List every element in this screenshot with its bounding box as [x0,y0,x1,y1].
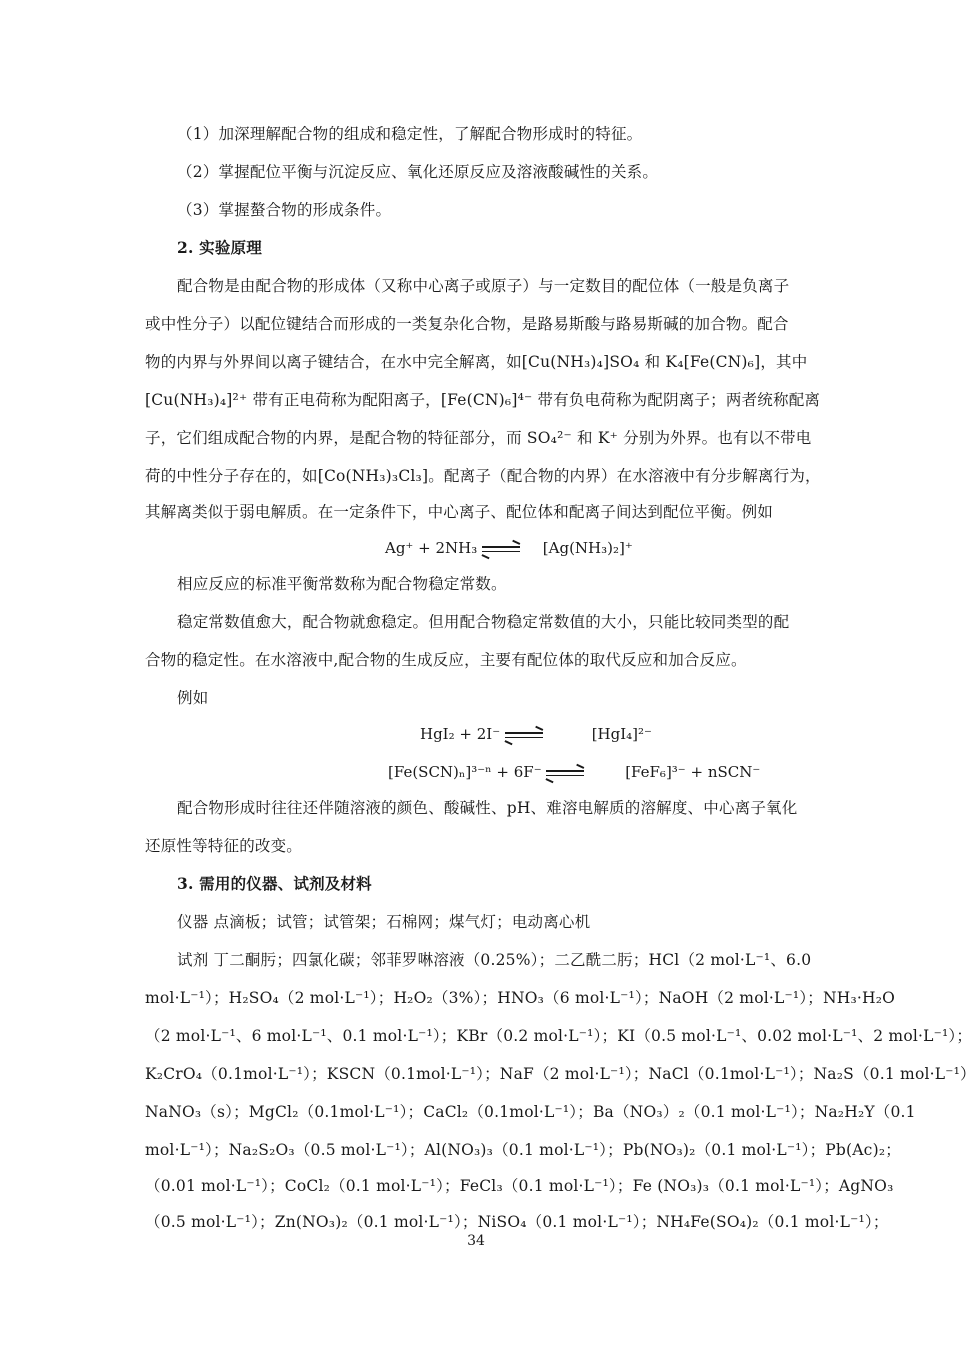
paragraph-line: 配合物是由配合物的形成体（又称中心离子或原子）与一定数目的配位体（一般是负离子 [177,277,790,295]
equation-left: Ag⁺ + 2NH₃ [385,539,478,557]
paragraph-line: 合物的稳定性。在水溶液中,配合物的生成反应，主要有配位体的取代反应和加合反应。 [145,651,747,669]
equilibrium-arrow-icon [546,770,584,776]
page-number: 34 [467,1233,485,1249]
paragraph-line: 稳定常数值愈大，配合物就愈稳定。但用配合物稳定常数值的大小，只能比较同类型的配 [177,613,790,631]
paragraph-line: 还原性等特征的改变。 [145,837,303,855]
equation-left: HgI₂ + 2I⁻ [420,725,501,743]
reagents-line: 试剂 丁二酮肟；四氯化碳；邻菲罗啉溶液（0.25%）；二乙酰二肟；HCl（2 mol·L⁻¹、6.0 [177,951,812,969]
paragraph-line: 其解离类似于弱电解质。在一定条件下，中心离子、配位体和配离子间达到配位平衡。例如 [145,503,774,521]
objective-1: （1）加深理解配合物的组成和稳定性，了解配合物形成时的特征。 [177,125,643,143]
equation-iron-thiocyanate [388,762,760,782]
objective-3: （3）掌握螯合物的形成条件。 [177,201,392,219]
paragraph-line: 子，它们组成配合物的内界，是配合物的特征部分，而 SO₄²⁻ 和 K⁺ 分别为外界。也有以不带电 [145,429,812,447]
reagents-line: （0.01 mol·L⁻¹）；CoCl₂（0.1 mol·L⁻¹）；FeCl₃（0.1 mol·L⁻¹）；Fe (NO₃)₃（0.1 mol·L⁻¹）；AgNO₃ [145,1177,894,1195]
reagents-line: NaNO₃（s）；MgCl₂（0.1mol·L⁻¹）；CaCl₂（0.1mol·L⁻¹）；Ba（NO₃）₂（0.1 mol·L⁻¹）；Na₂H₂Y（0.1 [145,1103,916,1121]
paragraph-line: [Cu(NH₃)₄]²⁺ 带有正电荷称为配阳离子，[Fe(CN)₆]⁴⁻ 带有负电荷称为配阴离子；两者统称配离 [145,391,821,409]
equation-left: [Fe(SCN)ₙ]³⁻ⁿ + 6F⁻ [388,763,542,781]
paragraph-line: 相应反应的标准平衡常数称为配合物稳定常数。 [177,575,507,593]
paragraph-line: 配合物形成时往往还伴随溶液的颜色、酸碱性、pH、难溶电解质的溶解度、中心离子氧化 [177,799,798,817]
paragraph-line: 或中性分子）以配位键结合而形成的一类复杂化合物，是路易斯酸与路易斯碱的加合物。配合 [145,315,789,333]
instruments-line: 仪器 点滴板；试管；试管架；石棉网；煤气灯；电动离心机 [177,913,591,931]
section-heading-principle: 2. 实验原理 [177,238,262,257]
paragraph-line: 荷的中性分子存在的，如[Co(NH₃)₃Cl₃]。配离子（配合物的内界）在水溶液中有分步解离行为， [145,467,821,485]
equation-right: [Ag(NH₃)₂]⁺ [542,539,633,557]
section-heading-materials: 3. 需用的仪器、试剂及材料 [177,874,372,893]
equation-silver-ammine [385,538,633,558]
reagents-line: mol·L⁻¹）；Na₂S₂O₃（0.5 mol·L⁻¹）；Al(NO₃)₃（0.1 mol·L⁻¹）；Pb(NO₃)₂（0.1 mol·L⁻¹）；Pb(Ac)₂； [145,1141,901,1159]
paragraph-line: 例如 [177,689,209,707]
equation-right: [FeF₆]³⁻ + nSCN⁻ [625,763,761,781]
equation-mercury-iodide [420,724,652,744]
reagents-line: （0.5 mol·L⁻¹）；Zn(NO₃)₂（0.1 mol·L⁻¹）；NiSO₄（0.1 mol·L⁻¹）；NH₄Fe(SO₄)₂（0.1 mol·L⁻¹）； [145,1213,889,1231]
objective-2: （2）掌握配位平衡与沉淀反应、氧化还原反应及溶液酸碱性的关系。 [177,163,659,181]
reagents-line: （2 mol·L⁻¹、6 mol·L⁻¹、0.1 mol·L⁻¹）；KBr（0.2 mol·L⁻¹）；KI（0.5 mol·L⁻¹、0.02 mol·L⁻¹、2 mol·L⁻¹）； [145,1027,973,1045]
reagents-line: mol·L⁻¹）；H₂SO₄（2 mol·L⁻¹）；H₂O₂（3%）；HNO₃（6 mol·L⁻¹）；NaOH（2 mol·L⁻¹）；NH₃·H₂O [145,989,896,1007]
paragraph-line: 物的内界与外界间以离子键结合，在水中完全解离，如[Cu(NH₃)₄]SO₄ 和 K₄[Fe(CN)₆]，其中 [145,353,808,371]
equation-right: [HgI₄]²⁻ [591,725,652,743]
reagents-line: K₂CrO₄（0.1mol·L⁻¹）；KSCN（0.1mol·L⁻¹）；NaF（2 mol·L⁻¹）；NaCl（0.1mol·L⁻¹）；Na₂S（0.1 mol·L⁻¹） [145,1065,976,1083]
equilibrium-arrow-icon [505,732,543,738]
equilibrium-arrow-icon [482,546,520,552]
